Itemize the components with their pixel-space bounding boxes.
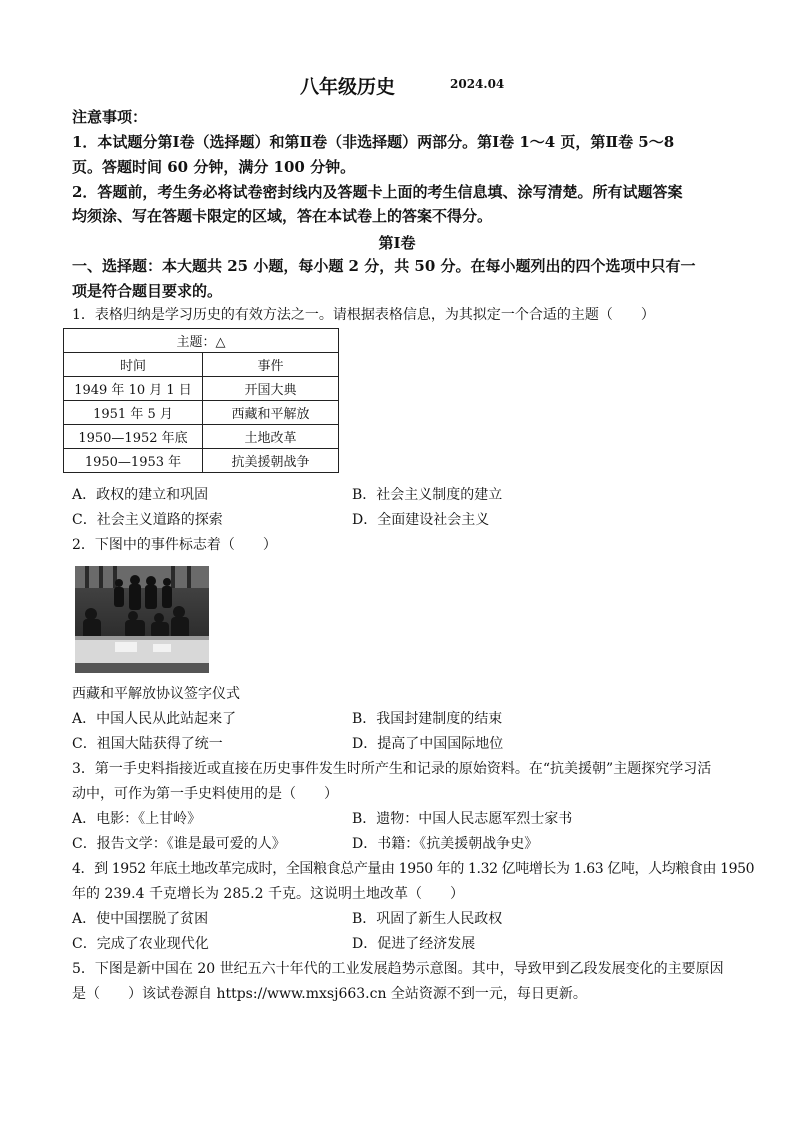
q3-option-d: D．书籍：《抗美援朝战争史》 [352,836,539,852]
q2-option-d: D．提高了中国国际地位 [352,736,504,752]
table-row [64,425,339,449]
section-instruction-2: 项是符合题目要求的。 [72,282,223,300]
q3-option-a: A．电影：《上甘岭》 [72,811,202,827]
q5-stem-1: 5．下图是新中国在 20 世纪五六十年代的工业发展趋势示意图。其中，导致甲到乙段发展变化的主要原因 [72,961,724,977]
q2-option-c: C．祖国大陆获得了统一 [72,736,223,752]
q1-table [63,328,339,473]
q1-row-event: 西藏和平解放 [203,401,339,425]
q1-row-time: 1951 年 5 月 [64,401,203,425]
q1-row-event: 抗美援朝战争 [203,449,339,473]
q2-option-b: B．我国封建制度的结束 [352,711,503,727]
q1-table-header-event: 事件 [203,353,339,377]
table-row [64,449,339,473]
q1-table-theme: 主题：△ [64,329,339,353]
q2-stem: 2．下图中的事件标志着（ ） [72,537,277,553]
q4-stem-2: 年的 239.4 千克增长为 285.2 千克。这说明土地改革（ ） [72,886,464,902]
signing-ceremony-photo [75,566,209,673]
q1-option-b: B．社会主义制度的建立 [352,487,503,503]
q3-option-b: B．遗物：中国人民志愿军烈士家书 [352,811,573,827]
q1-option-c: C．社会主义道路的探索 [72,512,223,528]
section-title: 第Ⅰ卷 [378,234,416,252]
q1-row-time: 1950—1952 年底 [64,425,203,449]
notice-line-3: 2．答题前，考生务必将试卷密封线内及答题卡上面的考生信息填、涂写清楚。所有试题答案 [72,183,683,201]
q3-stem-1: 3．第一手史料指接近或直接在历史事件发生时所产生和记录的原始资料。在“抗美援朝”主题探究学习活 [72,761,712,777]
q1-row-event: 开国大典 [203,377,339,401]
q4-option-b: B．巩固了新生人民政权 [352,911,503,927]
table-row [64,401,339,425]
q1-row-time: 1950—1953 年 [64,449,203,473]
notice-heading: 注意事项： [72,108,148,126]
q1-option-a: A．政权的建立和巩固 [72,487,209,503]
exam-date: 2024.04 [450,77,505,91]
q2-option-a: A．中国人民从此站起来了 [72,711,237,727]
q4-option-d: D．促进了经济发展 [352,936,476,952]
q1-row-event: 土地改革 [203,425,339,449]
q1-option-d: D．全面建设社会主义 [352,512,490,528]
q3-option-c: C．报告文学：《谁是最可爱的人》 [72,836,286,852]
q4-option-c: C．完成了农业现代化 [72,936,209,952]
table-row [64,377,339,401]
q5-stem-2: 是（ ）该试卷源自 https://www.mxsj663.cn 全站资源不到一元，每日更新。 [72,986,587,1002]
q4-option-a: A．使中国摆脱了贫困 [72,911,209,927]
q2-photo-caption: 西藏和平解放协议签字仪式 [72,686,240,702]
section-instruction-1: 一、选择题：本大题共 25 小题，每小题 2 分，共 50 分。在每小题列出的四个选项中只有一 [72,257,696,275]
q3-stem-2: 动中，可作为第一手史料使用的是（ ） [72,786,338,802]
exam-title: 八年级历史 [300,76,396,98]
notice-line-1: 1．本试题分第Ⅰ卷（选择题）和第Ⅱ卷（非选择题）两部分。第Ⅰ卷 1～4 页，第Ⅱ卷 5～8 [72,133,675,151]
notice-line-2: 页。答题时间 60 分钟，满分 100 分钟。 [72,158,356,176]
q1-table-header-time: 时间 [64,353,203,377]
notice-line-4: 均须涂、写在答题卡限定的区域，答在本试卷上的答案不得分。 [72,207,493,225]
q1-row-time: 1949 年 10 月 1 日 [64,377,203,401]
q1-stem: 1．表格归纳是学习历史的有效方法之一。请根据表格信息，为其拟定一个合适的主题（ ） [72,307,655,323]
q4-stem-1: 4．到 1952 年底土地改革完成时，全国粮食总产量由 1950 年的 1.32 亿吨增长为 1.63 亿吨，人均粮食由 1950 [72,861,755,877]
